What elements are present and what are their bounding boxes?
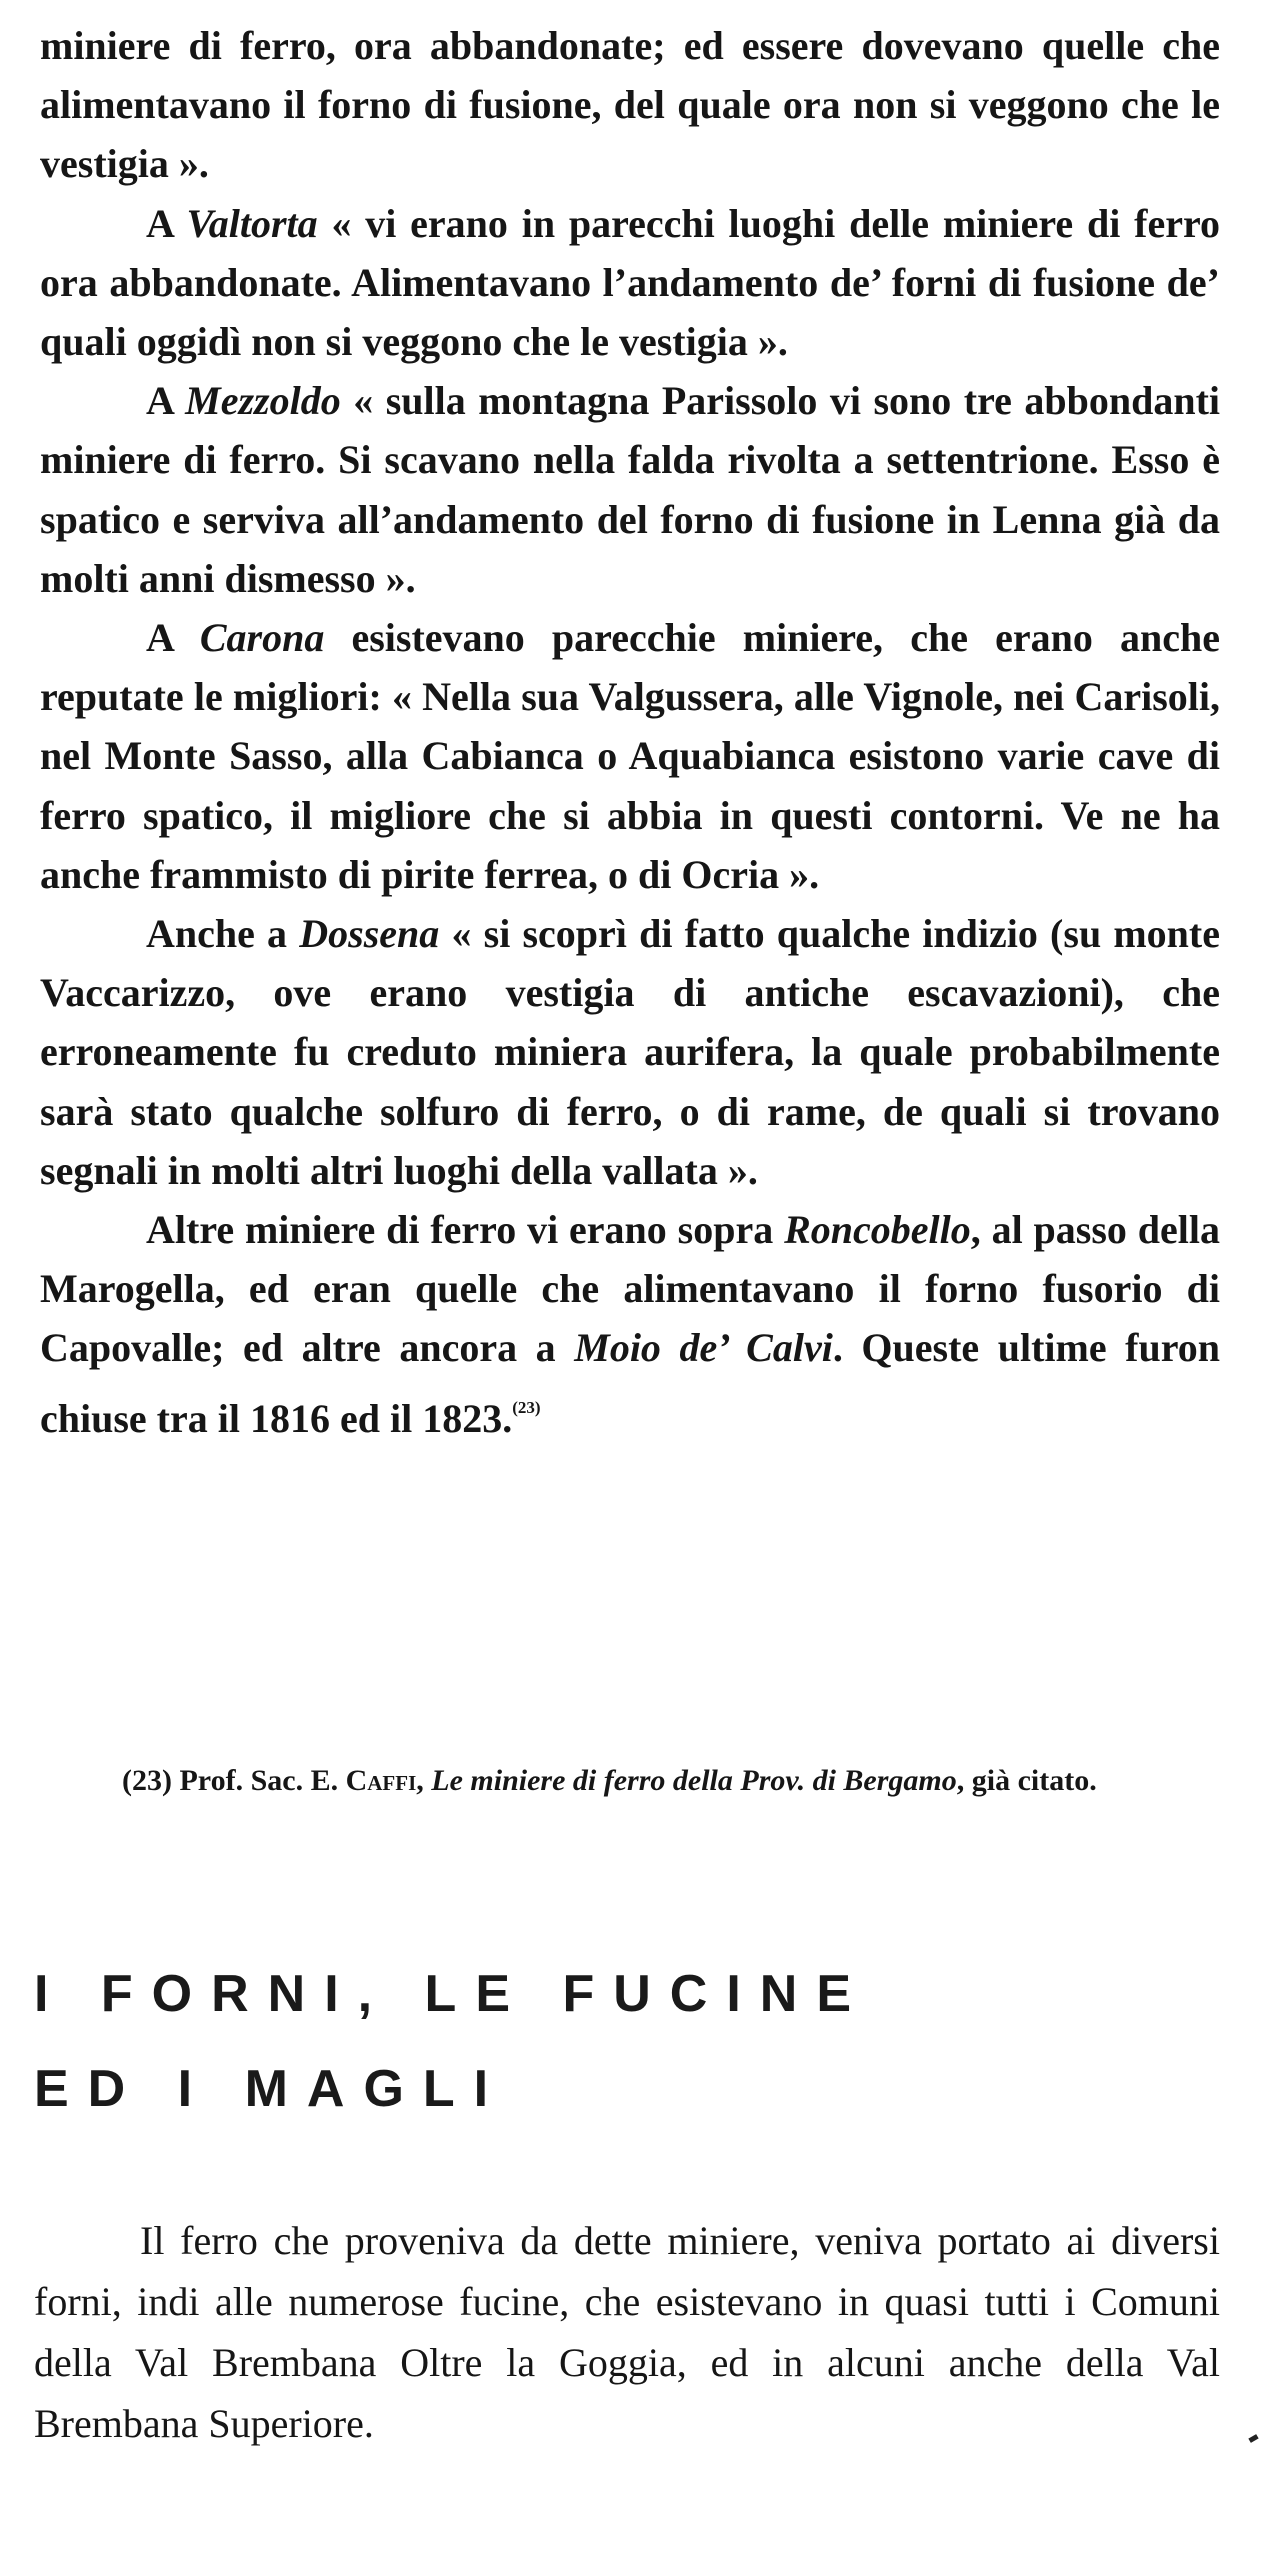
place-name-dossena: Dossena bbox=[299, 911, 440, 957]
place-name-roncobello: Roncobello bbox=[784, 1207, 971, 1253]
paragraph-lead: A bbox=[146, 615, 200, 661]
footnote-separator: , bbox=[416, 1764, 432, 1797]
footnote-author: Caffi bbox=[345, 1764, 417, 1797]
place-name-mezzoldo: Mezzoldo bbox=[185, 378, 341, 424]
section-heading-line-2: ED I MAGLI bbox=[34, 2060, 508, 2118]
footnote-tail: , già citato. bbox=[956, 1764, 1097, 1797]
paragraph-text: Il ferro che proveniva da dette miniere, veniva portato ai diversi forni, indi alle numerose fucine, che esistevano in quasi tutti i Comuni della Val Brembana Oltre la Goggia, ed in alcuni anche della Val Brembana Superiore. bbox=[34, 2218, 1220, 2446]
paragraph-text: miniere di ferro, ora abbandonate; ed essere dovevano quelle che alimentavano il forno di fusione, del quale ora non si veggono che le vestigia ». bbox=[40, 23, 1220, 187]
paragraph-text: « sulla montagna Parissolo vi sono tre abbondanti miniere di ferro. Si scavano nella falda rivolta a settentrione. Esso è spatico e serviva all’andamento del forno di fusione in Lenna già da molti anni dismesso ». bbox=[40, 378, 1220, 601]
paragraph-text: « si scoprì di fatto qualche indizio (su monte Vaccarizzo, ove erano vestigia di antiche escavazioni), che erroneamente fu creduto miniera aurifera, la quale probabilmente sarà stato qualche solfuro di ferro, o di rame, de quali si trovano segnali in molti altri luoghi della vallata ». bbox=[40, 911, 1221, 1193]
place-name-valtorta: Valtorta bbox=[186, 200, 318, 246]
footnote-reference: (23) bbox=[512, 1397, 541, 1417]
print-speck bbox=[1248, 2434, 1258, 2443]
paragraph-carona bbox=[40, 608, 1220, 904]
paragraph-dossena bbox=[40, 904, 1220, 1200]
section-passage bbox=[34, 2210, 1220, 2454]
paragraph-lead: Anche a bbox=[146, 911, 300, 957]
paragraph-text: , al passo della Marogella, ed eran quelle che alimentavano il forno fusorio di Capovalle; ed altre ancora a bbox=[40, 1207, 1221, 1371]
paragraph-lead: A bbox=[146, 200, 187, 246]
paragraph-lead: A bbox=[146, 378, 186, 424]
paragraph-text: esistevano parecchie miniere, che erano anche reputate le migliori: « Nella sua Valgussera, alle Vignole, nei Carisoli, nel Monte Sasso, alla Cabianca o Aquabianca esistono varie cave di ferro spatico, il migliore che si abbia in questi contorni. Ve ne ha anche frammisto di pirite ferrea, o di Ocria ». bbox=[40, 615, 1220, 897]
paragraph-text: . Queste ultime furon chiuse tra il 1816 ed il 1823. bbox=[40, 1325, 1221, 1441]
paragraph-lead: Altre miniere di ferro vi erano sopra bbox=[146, 1207, 785, 1253]
paragraph-forni bbox=[34, 2210, 1220, 2454]
section-heading-line-1: I FORNI, LE FUCINE bbox=[34, 1965, 870, 2023]
paragraph-continued bbox=[40, 16, 1220, 194]
place-name-carona: Carona bbox=[199, 615, 325, 661]
paragraph-mezzoldo bbox=[40, 371, 1220, 608]
footnote bbox=[48, 1756, 1220, 1806]
footnote-number: (23) Prof. Sac. E. bbox=[122, 1764, 346, 1797]
footnote-title: Le miniere di ferro della Prov. di Bergamo bbox=[431, 1764, 957, 1797]
main-passage bbox=[40, 16, 1220, 1448]
paragraph-roncobello bbox=[40, 1200, 1220, 1448]
paragraph-text: « vi erano in parecchi luoghi delle miniere di ferro ora abbandonate. Alimentavano l’andamento de’ forni di fusione de’ quali oggidì non si veggono che le vestigia ». bbox=[40, 200, 1220, 365]
paragraph-valtorta bbox=[40, 194, 1220, 372]
place-name-moio-de-calvi: Moio de’ Calvi bbox=[574, 1325, 833, 1371]
